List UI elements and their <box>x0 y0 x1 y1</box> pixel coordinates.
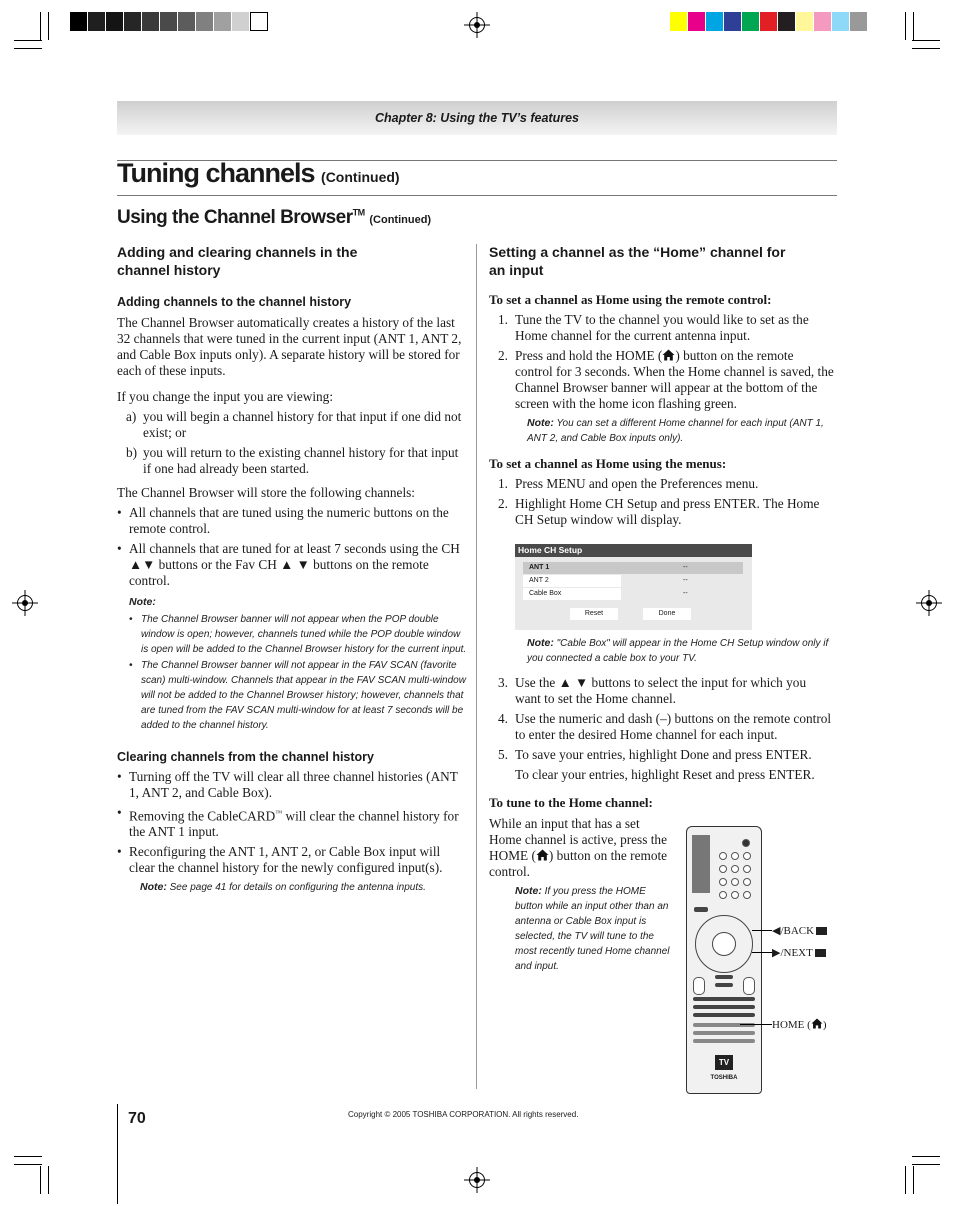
color-swatch <box>832 12 850 31</box>
callout-line <box>740 1024 772 1025</box>
color-swatch <box>742 12 760 31</box>
list-item: 2. Highlight Home CH Setup and press ENTER. The Home CH Setup window will display. <box>498 496 820 527</box>
next-button-icon <box>815 949 826 957</box>
list-item: 4. Use the numeric and dash (–) buttons on the remote control to enter the desired Home channel for each input. <box>498 711 832 742</box>
back-button-icon <box>816 927 827 935</box>
process-color-bars <box>670 12 868 31</box>
remote-lead: To set a channel as Home using the remote control: <box>489 292 772 307</box>
color-swatch <box>250 12 268 31</box>
window-title: Home CH Setup <box>515 544 752 557</box>
page-number: 70 <box>128 1110 146 1127</box>
margin-rule <box>117 1104 118 1204</box>
note-block: Note: See page 41 for details on configuring the antenna inputs. <box>140 881 426 894</box>
color-swatch <box>88 12 106 31</box>
color-swatch <box>142 12 160 31</box>
list-item: • All channels that are tuned for at least 7 seconds using the CH ▲▼ buttons or the Fav CH ▲ ▼ buttons on the remote control. <box>117 541 460 588</box>
color-swatch <box>706 12 724 31</box>
color-swatch <box>778 12 796 31</box>
left-column <box>117 243 467 895</box>
registration-mark-icon <box>921 595 937 611</box>
color-swatch <box>724 12 742 31</box>
menu-steps <box>489 476 834 528</box>
steps-after <box>489 675 834 763</box>
home-icon <box>811 1018 823 1029</box>
page-title: Tuning channels (Continued) <box>117 158 400 188</box>
list-item: 2. Press and hold the HOME ( ) button on the remote control for 3 seconds. When the Home channel is saved, the Channel Browser banner will appear at the bottom of the screen with the home icon flashing green. <box>498 348 834 411</box>
bullet-list <box>117 505 467 589</box>
enter-button <box>712 932 736 956</box>
color-swatch <box>232 12 250 31</box>
add-heading: Adding channels to the channel history <box>117 295 352 309</box>
left-heading: Adding and clearing channels in the channel history <box>117 244 358 278</box>
color-swatch <box>814 12 832 31</box>
home-callout: HOME ( ) <box>772 1019 827 1031</box>
remote-input-buttons <box>692 835 710 893</box>
callout-line <box>752 930 772 931</box>
next-callout: ▶/NEXT <box>772 946 826 959</box>
color-swatch <box>124 12 142 31</box>
color-swatch <box>760 12 778 31</box>
paragraph: The Channel Browser automatically creates a history of the last 32 channels that were tuned in the current input (ANT 1, ANT 2, and Cable Box inputs only). A separate history will be stored for each of these inputs. <box>117 315 462 378</box>
right-heading: Setting a channel as the “Home” channel for an input <box>489 244 786 278</box>
ab-list <box>117 409 467 477</box>
column-divider <box>476 244 477 1089</box>
tune-lead: To tune to the Home channel: <box>489 795 653 810</box>
clear-heading: Clearing channels from the channel history <box>117 750 375 764</box>
registration-mark-icon <box>469 17 485 33</box>
setup-row-cable-box[interactable]: Cable Box -- <box>523 588 743 600</box>
color-swatch <box>160 12 178 31</box>
divider <box>117 195 837 196</box>
color-swatch <box>214 12 232 31</box>
list-item: 1. Tune the TV to the channel you would like to set as the Home channel for the current antenna input. <box>498 312 809 343</box>
home-icon <box>662 349 675 361</box>
color-swatch <box>850 12 868 31</box>
power-button <box>742 839 750 847</box>
list-item: • All channels that are tuned using the numeric buttons on the remote control. <box>117 505 449 536</box>
callout-line <box>752 952 772 953</box>
list-item: 1. Press MENU and open the Preferences menu. <box>498 476 759 491</box>
list-item: 3. Use the ▲ ▼ buttons to select the input for which you want to set the Home channel. <box>498 675 807 706</box>
list-item: 5. To save your entries, highlight Done and press ENTER. <box>498 747 812 762</box>
list-item: • Reconfiguring the ANT 1, ANT 2, or Cable Box input will clear the channel history for the newly configured input(s). <box>117 844 443 876</box>
tv-badge: TV <box>715 1055 733 1070</box>
right-column <box>489 243 834 528</box>
color-swatch <box>196 12 214 31</box>
remote-control <box>686 826 762 1094</box>
remote-steps <box>489 312 834 412</box>
chapter-title: Chapter 8: Using the TV’s features <box>375 111 579 125</box>
copyright: Copyright © 2005 TOSHIBA CORPORATION. All rights reserved. <box>348 1110 579 1119</box>
list-item: • Removing the CableCARD™ will clear the channel history for the ANT 1 input. <box>117 805 459 840</box>
registration-mark-icon <box>469 1172 485 1188</box>
color-swatch <box>670 12 688 31</box>
done-button[interactable]: Done <box>643 608 691 620</box>
registration-mark-icon <box>17 595 33 611</box>
note-block: Note: If you press the HOME button while an input other than an antenna or Cable Box input is selected, the TV will tune to the most recently tuned Home channel and input. <box>515 885 670 972</box>
remote-brand: TOSHIBA <box>710 1075 738 1081</box>
paragraph: To clear your entries, highlight Reset and press ENTER. <box>515 767 815 782</box>
clear-list <box>117 769 467 876</box>
note-block: Note: "Cable Box" will appear in the Home CH Setup window only if you connected a cable box to your TV. <box>527 637 829 664</box>
list-item: • Turning off the TV will clear all three channel histories (ANT 1, ANT 2, and Cable Box). <box>117 769 458 800</box>
grayscale-color-bars <box>70 12 268 31</box>
color-swatch <box>70 12 88 31</box>
color-swatch <box>106 12 124 31</box>
paragraph: The Channel Browser will store the following channels: <box>117 485 416 500</box>
chapter-header <box>117 101 837 135</box>
menu-lead: To set a channel as Home using the menus: <box>489 456 727 471</box>
list-item: b) you will return to the existing channel history for that input if one had already been started. <box>126 445 459 476</box>
paragraph: If you change the input you are viewing: <box>117 389 334 404</box>
back-callout: ◀/BACK <box>772 924 827 937</box>
paragraph: While an input that has a set Home channel is active, press the HOME ( ) button on the remote control. <box>489 816 668 879</box>
color-swatch <box>796 12 814 31</box>
home-ch-setup-window <box>515 544 752 630</box>
reset-button[interactable]: Reset <box>570 608 618 620</box>
list-item: a) you will begin a channel history for that input if one did not exist; or <box>126 409 462 440</box>
setup-row-ant1[interactable]: ANT 1 -- <box>523 562 743 574</box>
note-block: Note: • The Channel Browser banner will not appear when the POP double window is open; however, channels tuned while the POP double window is open will be added to the Channel Browser history for the current input. • The Channel Browser banner will not appear in the FAV SCAN (favorite scan) multi-window. Channels that appear in the FAV SCAN multi-window will not be added to the Channel Browser history; however, channels that are tuned from the FAV SCAN multi-window for at least 7 seconds will be added to the channel history. <box>129 596 467 731</box>
note-block: Note: You can set a different Home channel for each input (ANT 1, ANT 2, and Cable Box inputs only). <box>527 417 824 444</box>
section-title: Using the Channel Browser™ (Continued) <box>117 207 432 228</box>
note-item: • The Channel Browser banner will not appear when the POP double window is open; however, channels tuned while the POP double window is open will be added to the Channel Browser history for the current input. <box>129 614 467 655</box>
note-item: • The Channel Browser banner will not appear in the FAV SCAN (favorite scan) multi-window. Channels that appear in the FAV SCAN multi-window will not be added to the Channel Browser history; however, channels that are tuned from the FAV SCAN multi-window for at least 7 seconds will be added to the channel history. <box>129 660 466 731</box>
color-swatch <box>178 12 196 31</box>
home-icon <box>536 849 549 861</box>
setup-row-ant2[interactable]: ANT 2 -- <box>523 575 743 587</box>
color-swatch <box>688 12 706 31</box>
